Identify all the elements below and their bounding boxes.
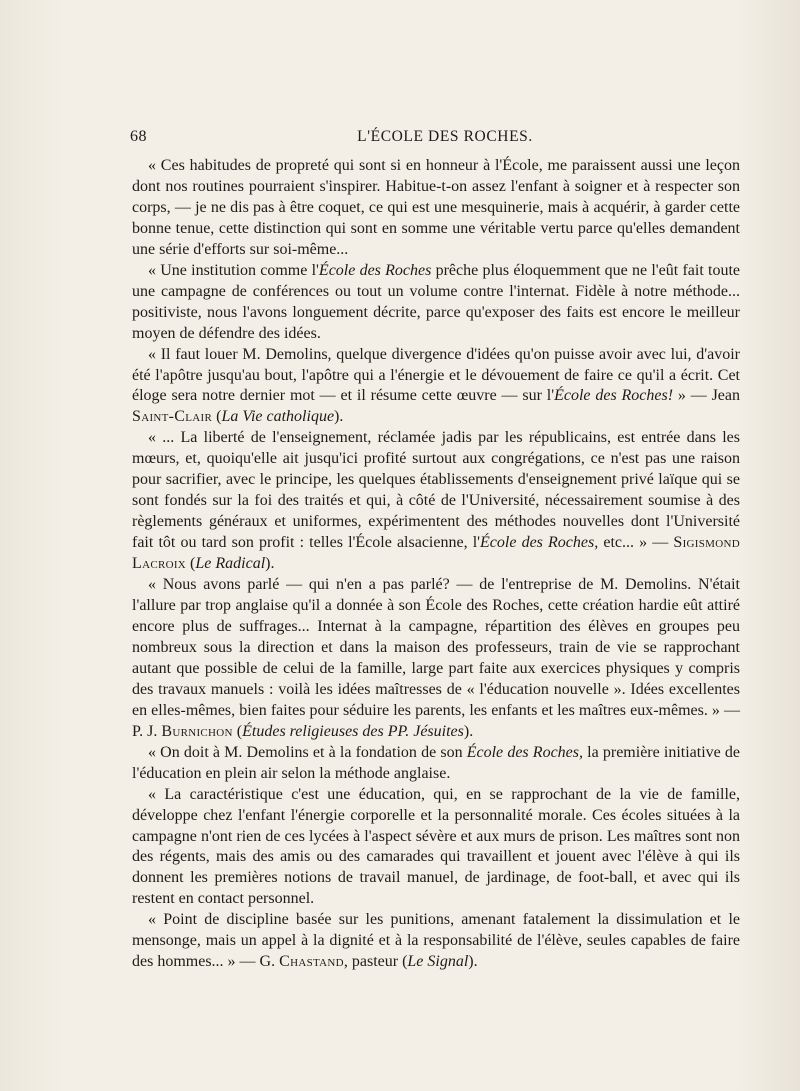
paragraph-5-text-a: « Nous avons parlé — qui n'en a pas parlé? — de l'entreprise de M. Demolins. N'était l'allure par trop anglaise qu'il a donnée à son École des Roches, cette création hardie eût attiré encore plus de suffrages... Internat à la campagne, répartition des élèves en groupes peu nombreux sous la direction et dans la maison des professeurs, train de vie se rapprochant autant que possible de celui de la famille, large part faite aux exercices physiques y compris des travaux manuels : voilà les idées maîtresses de « l'éducation nouvelle ». Idées excellentes en elles-mêmes, bien faites pour séduire les parents, les enfants et les maîtres eux-mêmes. » — P. J. — [132, 576, 740, 740]
paragraph-8-author: Chastand — [279, 953, 344, 971]
paragraph-2-text-a: « Une institution comme l' — [148, 261, 319, 279]
paragraph-6-italic-ecole: École des Roches, — [466, 743, 584, 761]
paragraph-4-text-a: « ... La liberté de l'enseignement, réclamée jadis par les républicains, est entrée dans les mœurs, et, quoiqu'elle ait jusqu'ici profité surtout aux congrégations, ce n'est pas une raison pour sacrifier, avec le principe, les quelques établissements d'enseignement privé laïque qui se sont fondés sur la foi des traités et qui, à côté de l'Université, nécessairement soumise à des règlements généraux et uniformes, expérimentent des méthodes nouvelles dont l'Université fait tôt ou tard son profit : telles l'École alsacienne, l' — [132, 429, 740, 552]
paragraph-7: « La caractéristique c'est une éducation, qui, en se rapprochant de la vie de famille, développe chez l'enfant l'énergie corporelle et la personnalité morale. Ces écoles situées à la campagne n'ont rien de ces lycées à l'aspect sévère et aux murs de prison. Les maîtres sont non des régents, mais des amis ou des camarades qui travaillent et jouent avec l'élève à qui ils donnent les premières notions de travail manuel, de jardinage, de foot-ball, et avec qui ils restent en contact personnel. — [132, 785, 740, 908]
paragraph-4-source: Le Radical — [195, 555, 266, 573]
paragraph-2-italic-ecole: École des Roches — [318, 261, 432, 279]
paragraph-3-text-g: ). — [334, 408, 344, 426]
paragraph-4 — [132, 428, 740, 575]
paragraph-1: « Ces habitudes de propreté qui sont si en honneur à l'École, me paraissent aussi une leçon dont nos routines pourraient s'inspirer. Habitue-t-on assez l'enfant à soigner et à respecter son corps, — je ne dis pas à être coquet, ce qui est une mesquinerie, mais à acquérir, à garder cette bonne tenue, cette distinction qui sont en somme une véritable vertu parce qu'elles demandent une série d'efforts sur soi-même... — [132, 157, 740, 258]
paragraph-8-text-c: , pasteur ( — [343, 953, 408, 971]
paragraph-4-text-e: ( — [186, 555, 196, 573]
paragraph-4-italic-ecole: École des Roches, — [480, 534, 599, 552]
page-header — [130, 128, 740, 150]
paragraph-6-text-a: « On doit à M. Demolins et à la fondation de son — [148, 743, 467, 761]
paragraph-8-text-a: « Point de discipline basée sur les punitions, amenant fatalement la dissimulation et le mensonge, mais un appel à la dignité et à la responsabilité de l'élève, seules capables de faire des hommes... » — G. — [132, 911, 740, 971]
paragraph-4-text-g: ). — [265, 555, 275, 573]
paragraph-3-italic-ecole: École des Roches! — [554, 387, 674, 405]
paragraph-8-text-e: ). — [468, 953, 478, 971]
paragraph-3-author: Saint-Clair — [132, 408, 213, 426]
paragraph-3-source: La Vie catholique — [221, 408, 335, 426]
running-title: L'ÉCOLE DES ROCHES. — [357, 128, 533, 145]
paragraph-6-text-c: la première initiative de l'éducation en plein air selon la méthode anglaise. — [132, 743, 741, 782]
paragraph-3-text-a: « Il faut louer M. Demolins, quelque divergence d'idées qu'on puisse avoir avec lui, d'avoir été l'apôtre jusqu'au bout, l'apôtre qui a l'énergie et le dévouement de faire ce qu'il a écrit. Cet éloge sera notre dernier mot — et il résume cette œuvre — sur l' — [132, 345, 740, 405]
paragraph-5 — [132, 575, 740, 743]
paragraph-8-source: Le Signal — [407, 953, 469, 971]
paragraph-5-text-e: ). — [463, 722, 474, 740]
paragraph-5-author: Burnichon — [161, 722, 233, 740]
paragraph-5-source: Études religieuses des PP. Jésuites — [242, 722, 464, 740]
paragraph-4-text-c: etc... » — — [598, 534, 674, 552]
paragraph-5-text-c: ( — [232, 722, 243, 740]
paragraph-8 — [132, 910, 740, 973]
paragraph-2-text-c: prêche plus éloquemment que ne l'eût fait toute une campagne de conférences ou tout un volume contre l'internat. Fidèle à notre méthode... positiviste, nous l'avons longuement décrite, parce qu'exposer des faits est encore le meilleur moyen de défendre des idées. — [132, 261, 740, 342]
paragraph-3-text-e: ( — [212, 408, 222, 426]
paragraph-2 — [132, 261, 740, 345]
paragraph-3 — [132, 345, 740, 429]
paragraph-4-author: Sigismond Lacroix — [132, 534, 740, 573]
paragraph-6 — [132, 743, 740, 785]
paragraph-3-text-c: » — Jean — [673, 387, 741, 405]
body-text — [132, 156, 740, 973]
page-number: 68 — [130, 128, 147, 145]
